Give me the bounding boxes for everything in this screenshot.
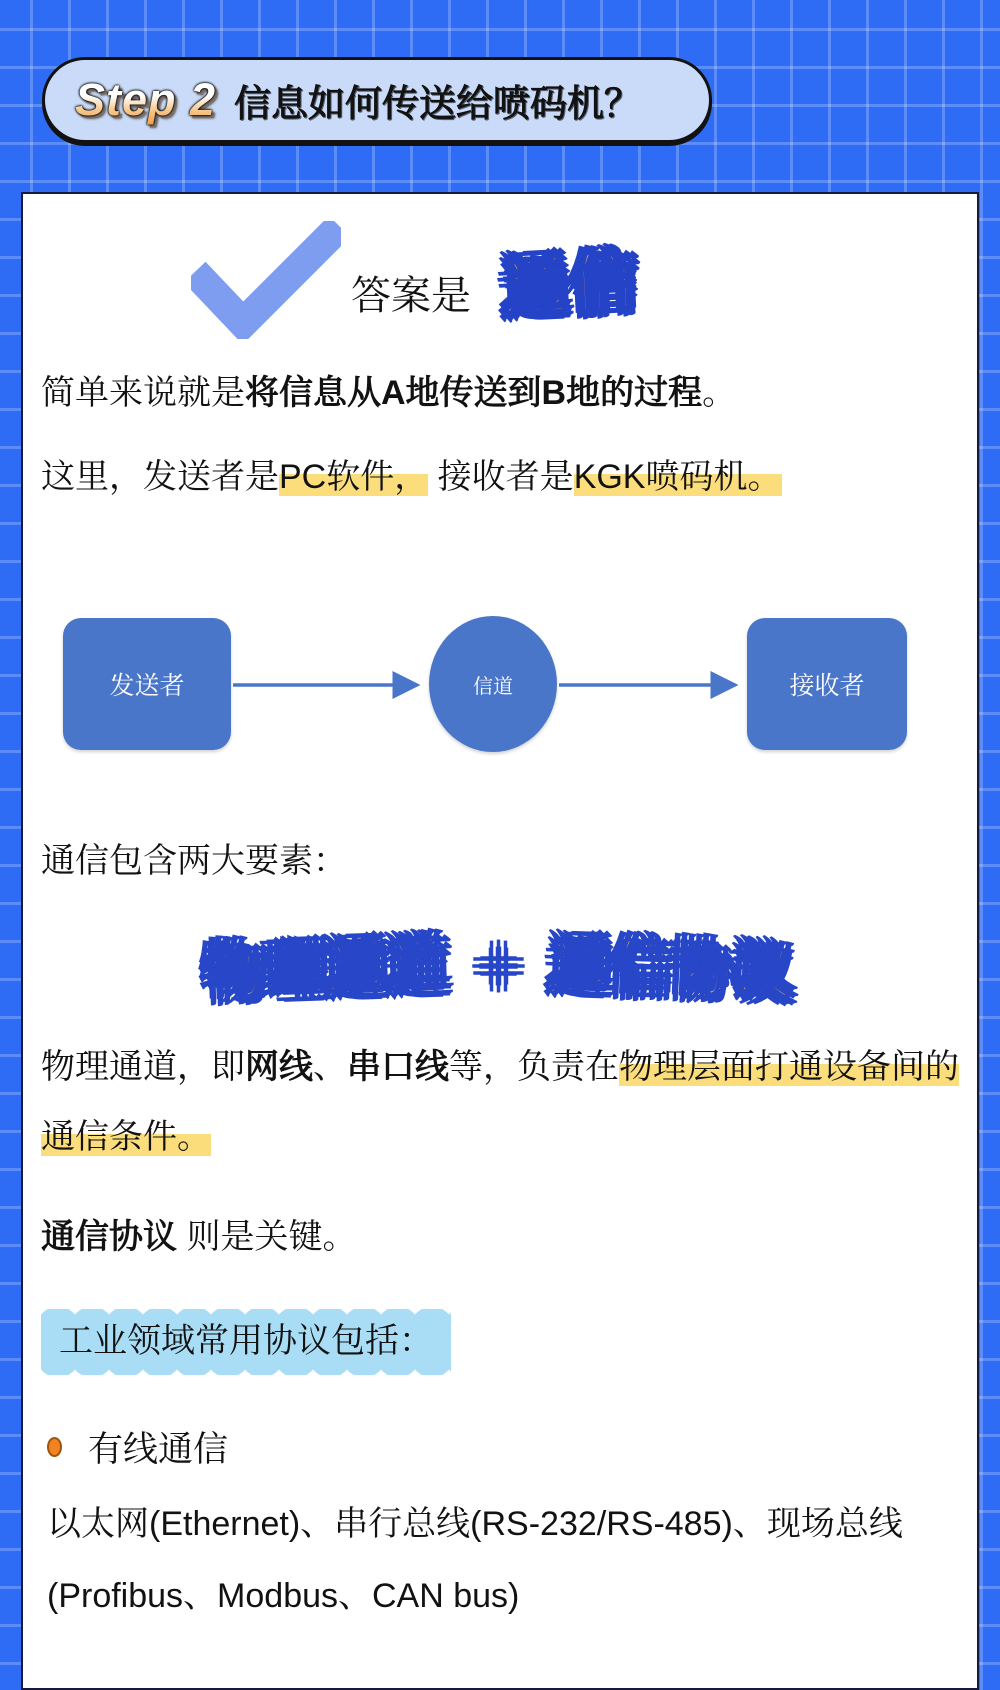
- bullet-dot-icon: [47, 1437, 62, 1457]
- physical-bold1: 网线: [245, 1048, 313, 1087]
- intro-period: 。: [702, 374, 737, 412]
- elements-intro: 通信包含两大要素：: [41, 842, 347, 881]
- formula-headline: [41, 922, 959, 1006]
- protocol-bold: 通信协议: [41, 1218, 177, 1257]
- physical-highlight: 物理层面打通设备间的通信条件。: [41, 1048, 959, 1157]
- intro-plain: 简单来说就是: [41, 374, 245, 412]
- communication-diagram: [41, 578, 959, 778]
- step-label: Step 2: [75, 74, 217, 125]
- roles-seg2: 接收者是: [428, 458, 574, 497]
- wired-bullet-row: [41, 1422, 959, 1472]
- physical-bold2: 串口线: [347, 1048, 449, 1087]
- physical-seg1: 物理通道，即: [41, 1048, 245, 1087]
- protocol-sentence: [41, 1202, 959, 1272]
- page-title: 信息如何传送给喷码机？: [234, 83, 642, 124]
- roles-seg1: 这里，发送者是: [41, 458, 279, 497]
- diagram-channel-label: 信道: [473, 675, 513, 698]
- roles-highlight-pc: PC软件，: [279, 458, 429, 497]
- diagram-receiver-label: 接收者: [789, 672, 865, 701]
- content-card: [21, 192, 979, 1690]
- formula-right: 通信协议: [549, 932, 796, 1007]
- answer-word: 通信: [501, 245, 642, 325]
- physical-paragraph: [41, 1032, 959, 1172]
- step-header-pill: [42, 57, 712, 143]
- protocol-rest: 则是关键。: [177, 1218, 357, 1257]
- intro-bold: 将信息从A地传送到B地的过程: [245, 374, 703, 412]
- diagram-sender-label: 发送者: [109, 672, 185, 701]
- roles-paragraph: [41, 442, 959, 512]
- diagram-receiver-box: [747, 618, 907, 750]
- physical-seg2: 等，负责在: [449, 1048, 619, 1087]
- wired-protocols-paragraph: 以太网(Ethernet)、串行总线(RS-232/RS-485)、现场总线(Profibus、Modbus、CAN bus): [47, 1505, 903, 1616]
- answer-row: [191, 220, 959, 340]
- formula-left: 物理通道: [204, 932, 451, 1007]
- answer-prefix: 答案是: [351, 273, 471, 318]
- checkmark-icon: [191, 221, 341, 339]
- physical-sep: 、: [313, 1048, 347, 1087]
- diagram-channel-circle: [429, 616, 557, 752]
- intro-paragraph: [41, 358, 959, 428]
- plus-sign: ＋: [475, 941, 525, 994]
- wired-label: 有线通信: [88, 1430, 229, 1470]
- industry-intro-line: [41, 1306, 959, 1376]
- industry-intro-highlight: 工业领域常用协议包括：: [41, 1309, 451, 1375]
- diagram-sender-box: [63, 618, 231, 750]
- roles-highlight-kgk: KGK喷码机。: [573, 458, 782, 497]
